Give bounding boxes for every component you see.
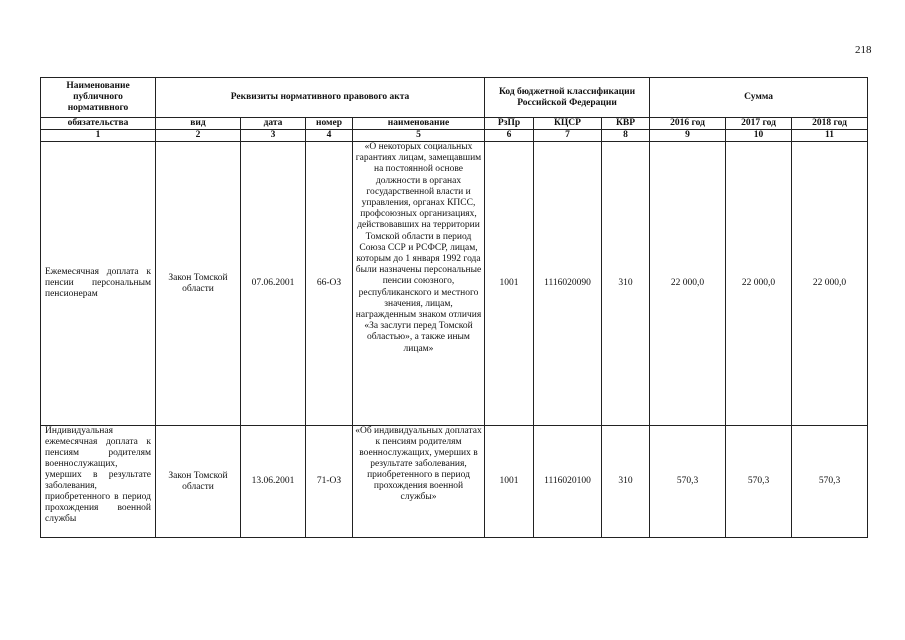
header-2017: 2017 год bbox=[726, 118, 792, 130]
column-numbers-row bbox=[41, 130, 868, 142]
header-rzpr: РзПр bbox=[485, 118, 534, 130]
header-2018: 2018 год bbox=[792, 118, 868, 130]
act-date-cell: 13.06.2001 bbox=[241, 426, 306, 538]
act-name-cell: «О некоторых социальных гарантиях лицам, замещавшим на постоянной основе должности в органах государственной власти и управления, органах КПСС, профсоюзных организациях, действовавших на территории Томской области в период Союза ССР и РСФСР, лицам, которым до 1 января 1992 года были назначены персональные пенсии союзного, республиканского и местного значения, лицам, награжденным знаком отличия «За заслуги перед Томской областью», а также иным лицам» bbox=[353, 142, 485, 426]
column-number: 9 bbox=[650, 130, 726, 142]
header-date: дата bbox=[241, 118, 306, 130]
sum-2016-cell: 570,3 bbox=[650, 426, 726, 538]
act-kind-cell: Закон Томской области bbox=[156, 142, 241, 426]
budget-obligations-table bbox=[40, 77, 868, 538]
header-2016: 2016 год bbox=[650, 118, 726, 130]
column-number: 7 bbox=[534, 130, 602, 142]
rzpr-cell: 1001 bbox=[485, 426, 534, 538]
sum-2018-cell: 22 000,0 bbox=[792, 142, 868, 426]
kcsr-cell: 1116020100 bbox=[534, 426, 602, 538]
column-number: 3 bbox=[241, 130, 306, 142]
page-number: 218 bbox=[855, 44, 872, 56]
kvr-cell: 310 bbox=[602, 426, 650, 538]
act-number-cell: 66-ОЗ bbox=[306, 142, 353, 426]
header-kcsr: КЦСР bbox=[534, 118, 602, 130]
column-number: 11 bbox=[792, 130, 868, 142]
rzpr-cell: 1001 bbox=[485, 142, 534, 426]
act-number-cell: 71-ОЗ bbox=[306, 426, 353, 538]
table-row bbox=[41, 426, 868, 538]
header-act-requisites: Реквизиты нормативного правового акта bbox=[156, 78, 485, 118]
sum-2016-cell: 22 000,0 bbox=[650, 142, 726, 426]
header-obligation-name-cont: обязательства bbox=[41, 118, 156, 130]
column-number: 10 bbox=[726, 130, 792, 142]
kvr-cell: 310 bbox=[602, 142, 650, 426]
sum-2017-cell: 22 000,0 bbox=[726, 142, 792, 426]
column-number: 4 bbox=[306, 130, 353, 142]
column-number: 6 bbox=[485, 130, 534, 142]
obligation-cell: Индивидуальная ежемесячная доплата к пенсиям родителям военнослужащих, умерших в результате заболевания, приобретенного в период прохождения военной службы bbox=[41, 426, 156, 538]
header-budget-code: Код бюджетной классификации Российской Федерации bbox=[485, 78, 650, 118]
header-name: наименование bbox=[353, 118, 485, 130]
column-number: 8 bbox=[602, 130, 650, 142]
kcsr-cell: 1116020090 bbox=[534, 142, 602, 426]
column-number: 2 bbox=[156, 130, 241, 142]
act-date-cell: 07.06.2001 bbox=[241, 142, 306, 426]
header-sum: Сумма bbox=[650, 78, 868, 118]
header-kvr: КВР bbox=[602, 118, 650, 130]
header-kind: вид bbox=[156, 118, 241, 130]
sum-2018-cell: 570,3 bbox=[792, 426, 868, 538]
column-number: 5 bbox=[353, 130, 485, 142]
act-kind-cell: Закон Томской области bbox=[156, 426, 241, 538]
table-row bbox=[41, 142, 868, 426]
header-number: номер bbox=[306, 118, 353, 130]
obligation-cell: Ежемесячная доплата к пенсии персональным пенсионерам bbox=[41, 142, 156, 426]
act-name-cell: «Об индивидуальных доплатах к пенсиям родителям военнослужащих, умерших в результате заболевания, приобретенного в период прохождения военной службы» bbox=[353, 426, 485, 538]
sum-2017-cell: 570,3 bbox=[726, 426, 792, 538]
column-number: 1 bbox=[41, 130, 156, 142]
header-obligation-name: Наименование публичного нормативного bbox=[41, 78, 156, 118]
